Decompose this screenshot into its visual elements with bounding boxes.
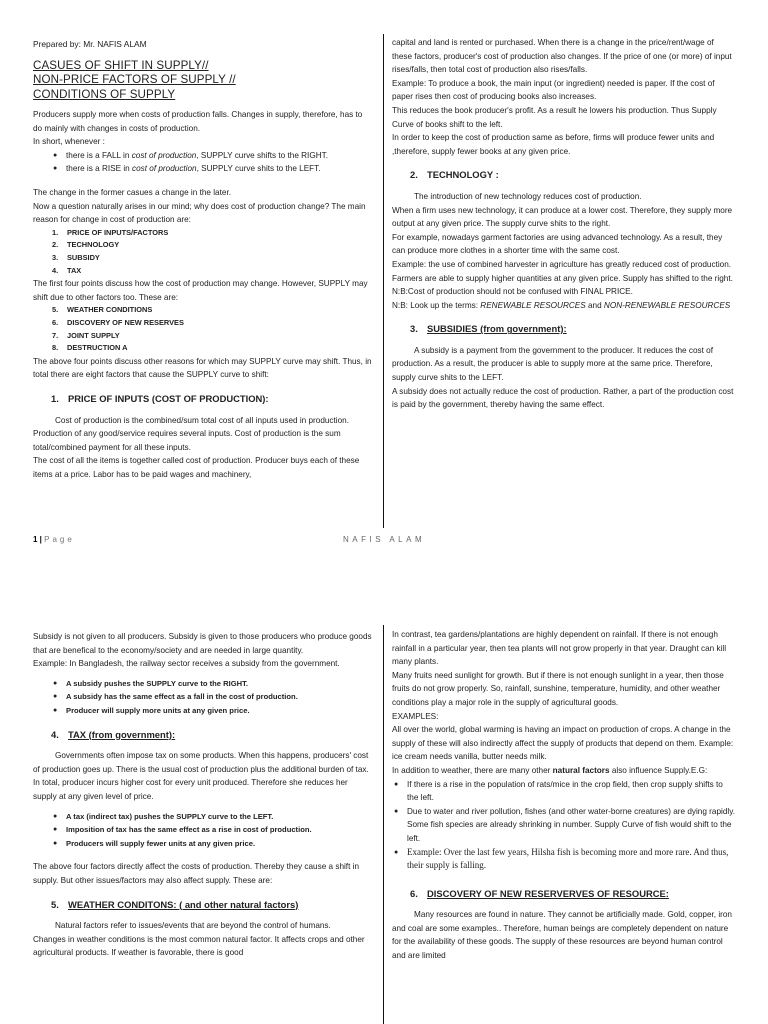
subsidy-definition: A subsidy is a payment from the government to the producer. It reduces the cost of production. As a result, the producer is able to supply more at the same price. Therefore, supply curve shits to the LEFT. [392, 345, 714, 383]
page-footer [33, 533, 736, 545]
list-item: 5. WEATHER CONDITIONS [52, 305, 153, 315]
book-example: Example: To produce a book, the main input (or ingredient) needed is paper. If the cost of paper rises then cost of producing books also increases. [392, 78, 715, 102]
list-item: 4. TAX [52, 265, 82, 275]
title-line: NON-PRICE FACTORS OF SUPPLY // [33, 73, 236, 87]
page-1-left-column [33, 38, 373, 482]
title-line: CASUES OF SHIFT IN SUPPLY// [33, 58, 209, 72]
list-item: ● Imposition of tax has the same effect as a rise in cost of production. [53, 823, 373, 837]
list-item: ● there is a RISE in cost of production, SUPPLY curve shits to the LEFT. [53, 162, 373, 176]
list-item: 1. PRICE OF INPUTS/FACTORS [52, 227, 169, 237]
tea-gardens-text: In contrast, tea gardens/plantations are highly dependent on rainfall. If there is not enough rainfall in a particular year, then tea plants will not grow properly in that year. Draught can kill many plants. [392, 630, 727, 667]
prepared-by: Prepared by: Mr. NAFIS ALAM [33, 39, 147, 49]
list-item: ● there is a FALL in cost of production, SUPPLY curve shifts to the RIGHT. [53, 149, 373, 163]
list-item: ● Producer will supply more units at any given price. [53, 704, 373, 718]
above-four-factors-text: The above four factors directly affect the costs of production. Thereby they cause a shift in supply. But other issues/factors may also affect supply. These are: [33, 862, 360, 885]
subsidy-bullets [33, 677, 373, 718]
change-former-text: The change in the former casues a change in the later. [33, 188, 231, 198]
resources-text: Many resources are found in nature. They cannot be artificially made. Gold, copper, iron and coal are some examples.. Therefore, human beings are completely dependent on nature for the availability of these goods. The supply of these resources are beyond human control and are limited [392, 910, 732, 961]
title-line: CONDITIONS OF SUPPLY [33, 87, 176, 101]
cost-all-text: The cost of all the items is together called cost of production. Producer buys each of these items at a price. Labor has to be paid wages and machinery, [33, 456, 360, 479]
changes-weather-text: Changes in weather conditions is the most common natural factor. It affects crops and other agricultural products. If weather is favorable, there is good [33, 934, 365, 958]
in-short-text: In short, whenever : [33, 137, 105, 147]
inputs-continued-text: capital and land is rented or purchased. When there is a change in the price/rent/wage of these factors, producer's cost of production also changes. If the price of one (or more) of input rises/falls, then total cost of production also rises/falls. [392, 38, 732, 75]
tech-firm-text: When a firm uses new technology, it can produce at a lower cost. Therefore, they supply more output at any given price. The supply curve shits to the right. [392, 205, 733, 229]
subsidy-example: Example: In Bangladesh, the railway sector receives a subsidy from the government. [33, 659, 340, 669]
intro-paragraph: Producers supply more when costs of production falls. Changes in supply, therefore, has to do mainly with changes in costs of production. [33, 110, 363, 133]
section-heading-technology: 2. TECHNOLOGY : [410, 169, 499, 181]
section-heading-price-of-inputs: 1. PRICE OF INPUTS (COST OF PRODUCTION): [51, 392, 269, 404]
page-number: 1 | Page [33, 535, 75, 544]
section-heading-subsidies: 3. SUBSIDIES (from government): [410, 323, 567, 335]
list-item: 8. DESTRUCTION A [52, 343, 128, 353]
examples-label: EXAMPLES: [392, 711, 439, 721]
nb-lookup-terms: N:B: Look up the terms: RENEWABLE RESOURCES and NON-RENEWABLE RESOURCES [392, 300, 731, 310]
tax-bullets [33, 810, 373, 851]
natural-bullets [392, 778, 736, 873]
list-item: ● A subsidy has the same effect as a fall in the cost of production. [53, 690, 373, 704]
list-item: 3. SUBSIDY [52, 253, 100, 263]
footer-author: NAFIS ALAM [343, 535, 426, 544]
cost-definition: Cost of production is the combined/sum total cost of all inputs used in production. [55, 415, 350, 425]
natural-intro: Natural factors refer to issues/events that are beyond the control of humans. [55, 921, 331, 931]
section-heading-tax: 4. TAX (from government): [51, 728, 176, 740]
document-title [33, 59, 373, 103]
list-item: 7. JOINT SUPPLY [52, 330, 120, 340]
list-item: 2. TECHNOLOGY [52, 240, 120, 250]
nb-final-price: N:B:Cost of production should not be confused with FINAL PRICE. [392, 287, 633, 297]
production-text: Production of any good/service requires several inputs. Cost of production is the sum total/combined payment for all these inputs. [33, 429, 341, 452]
list-item: 6. DISCOVERY OF NEW RESERVES [52, 318, 184, 327]
list-item: ● Producers will supply fewer units at any given price. [53, 837, 373, 851]
keep-same-text: In order to keep the cost of production same as before, firms will produce fewer units and ,therefore, supply fewer books at any given price. [392, 133, 715, 156]
first-four-text: The first four points discuss how the cost of production may change. However, SUPPLY may shift due to other factors too. These are: [33, 279, 368, 302]
list-item: ● A tax (indirect tax) pushes the SUPPLY curve to the LEFT. [53, 810, 373, 824]
cost-bullets [33, 149, 373, 176]
tech-garment-text: For example, nowadays garment factories are using advanced technology. As a result, they can produce more clothes in a shorter time with the same cost. [392, 232, 723, 256]
other-reasons-list [33, 304, 373, 354]
above-four-text: The above four points discuss other reasons for which may SUPPLY curve may shift. Thus, in total there are eight factors that cause the SUPPLY curve to shift: [33, 356, 372, 380]
section-heading-weather: 5. WEATHER CONDITONS: ( and other natural factors) [51, 898, 299, 910]
tech-intro: The introduction of new technology reduces cost of production. [414, 191, 642, 201]
page-2-right-column [392, 628, 736, 963]
subsidy-given-text: Subsidy is not given to all producers. Subsidy is given to those producers who produce goods that are benefical to the economy/society and are needed in large quantity. [33, 632, 372, 655]
list-item: ● If there is a rise in the population of rats/mice in the crop field, then crop supply shifts to the left. [394, 778, 736, 805]
global-warming-text: All over the world, global warming is having an impact on production of crops. A change in the supply of these will also indirectly affect the supply of products that depend on them. Example: ice cream needs vanilla, butter needs milk. [392, 725, 734, 762]
list-item: ● Example: Over the last few years, Hilsha fish is becoming more and more rare. And thus, their supply is falling. [394, 846, 736, 873]
tech-harvester-text: Example: the use of combined harvester in agriculture has greatly reduced cost of production. Farmers are able to supply higher quantities at any given price. Supply has shifted to the right. [392, 259, 733, 283]
section-heading-discovery: 6. DISCOVERY OF NEW RESERVERVES OF RESOURCE: [410, 887, 669, 899]
addition-text: In addition to weather, there are many other natural factors also influence Supply.E.G: [392, 765, 708, 775]
page-2-left-column [33, 630, 373, 960]
page-gap [0, 548, 768, 625]
reduces-profit-text: This reduces the book producer's profit. As a result he lowers his production. Thus Supply Curve of books shift to the left. [392, 105, 717, 129]
subsidy-not-text: A subsidy does not actually reduce the cost of production. Rather, a part of the production cost is paid by the government, thereby having the same effect. [392, 386, 734, 410]
question-text: Now a question naturally arises in our mind; why does cost of production change? The main reason for change in cost of production are: [33, 201, 366, 225]
page-1-right-column [392, 36, 736, 412]
fruits-text: Many fruits need sunlight for growth. But if there is not enough sunlight in a year, then those fruits do not grow properly. So, rainfall, sunshine, temperature, humidity, and other weather conditions play a major role in the supply of agricultural goods. [392, 670, 724, 707]
column-divider [383, 625, 384, 1024]
page-2 [0, 625, 768, 1024]
column-divider [383, 34, 384, 528]
list-item: ● Due to water and river pollution, fishes (and other water-borne creatures) are dying rapidly. Some fish species are already shrinking in number. Supply Curve of fish would shift to the left. [394, 805, 736, 846]
list-item: ● A subsidy pushes the SUPPLY curve to the RIGHT. [53, 677, 373, 691]
reasons-list [33, 227, 373, 277]
tax-intro: Governments often impose tax on some products. When this happens, producers' cost of production goes up. There is the usual cost of production plus the additional burden of tax. In total, producer incurs higher cost for every unit produced. Therefore she reduces her supply at any given level of price. [33, 751, 369, 801]
